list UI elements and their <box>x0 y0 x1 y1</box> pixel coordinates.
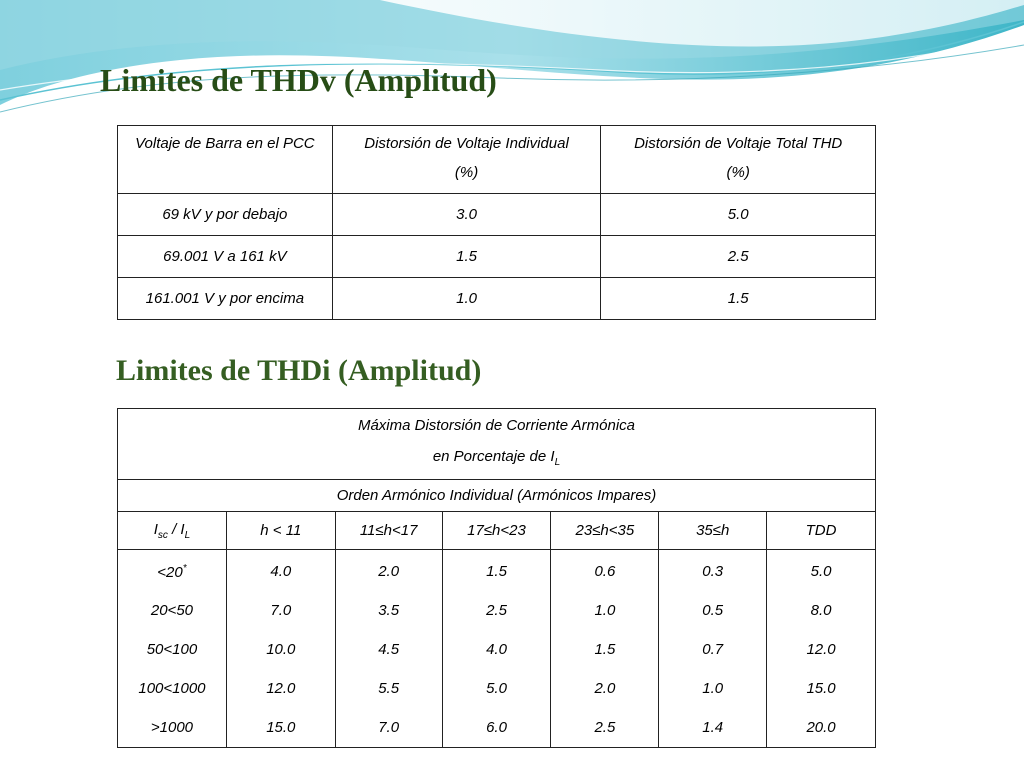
total-cell: 2.5 <box>601 236 876 278</box>
value-cell: 12.0 <box>226 669 335 708</box>
total-cell: 5.0 <box>601 194 876 236</box>
header-individual-unit: (%) <box>454 164 479 181</box>
ratio-sub-sc: sc <box>157 529 168 541</box>
value-cell: 0.3 <box>659 550 767 592</box>
value-cell: 4.0 <box>442 630 551 669</box>
value-cell: 5.0 <box>442 669 551 708</box>
value-cell: 3.5 <box>335 591 442 630</box>
col-header: 35≤h <box>659 512 767 550</box>
total-cell: 1.5 <box>601 278 876 320</box>
header-harmonic-order: Orden Armónico Individual (Armónicos Impares) <box>118 480 876 512</box>
value-cell: 5.0 <box>767 550 876 592</box>
table-row <box>118 630 876 669</box>
thdi-limits-table <box>117 408 876 748</box>
ratio-cell: >1000 <box>118 708 227 748</box>
ratio-mid: / I <box>167 520 185 538</box>
value-cell: 12.0 <box>767 630 876 669</box>
ratio-cell: 100<1000 <box>118 669 227 708</box>
voltage-cell: 69 kV y por debajo <box>118 194 333 236</box>
value-cell: 0.7 <box>659 630 767 669</box>
value-cell: 7.0 <box>335 708 442 748</box>
value-cell: 10.0 <box>226 630 335 669</box>
ratio-footnote: * <box>182 562 187 574</box>
table-row <box>118 591 876 630</box>
individual-cell: 1.5 <box>332 236 601 278</box>
ratio-cell: 50<100 <box>118 630 227 669</box>
value-cell: 4.0 <box>226 550 335 592</box>
value-cell: 6.0 <box>442 708 551 748</box>
table-row <box>118 708 876 748</box>
value-cell: 0.6 <box>551 550 659 592</box>
header-cell <box>118 409 876 480</box>
value-cell: 2.0 <box>551 669 659 708</box>
col-header: h < 11 <box>226 512 335 550</box>
value-cell: 5.5 <box>335 669 442 708</box>
col-header: 11≤h<17 <box>335 512 442 550</box>
value-cell: 15.0 <box>226 708 335 748</box>
header-max-distortion: Máxima Distorsión de Corriente Armónica <box>357 417 636 434</box>
thdv-title: Limites de THDv (Amplitud) <box>100 62 497 98</box>
table-row <box>118 278 876 320</box>
individual-cell: 1.0 <box>332 278 601 320</box>
value-cell: 0.5 <box>659 591 767 630</box>
ratio-sub-l: L <box>184 529 191 541</box>
table-row <box>118 194 876 236</box>
value-cell: 2.0 <box>335 550 442 592</box>
value-cell: 1.0 <box>659 669 767 708</box>
col-header: 23≤h<35 <box>551 512 659 550</box>
value-cell: 1.0 <box>551 591 659 630</box>
header-cell <box>332 126 601 194</box>
table-header-row <box>118 480 876 512</box>
col-header: 17≤h<23 <box>442 512 551 550</box>
ratio-cell: 20<50 <box>118 591 227 630</box>
subscript-l: L <box>554 457 561 468</box>
value-cell: 8.0 <box>767 591 876 630</box>
ratio-value: <20 <box>157 563 183 581</box>
header-cell <box>118 126 333 194</box>
voltage-cell: 69.001 V a 161 kV <box>118 236 333 278</box>
voltage-cell: 161.001 V y por encima <box>118 278 333 320</box>
value-cell: 15.0 <box>767 669 876 708</box>
table-header-row <box>118 126 876 194</box>
table-row <box>118 669 876 708</box>
individual-cell: 3.0 <box>332 194 601 236</box>
value-cell: 20.0 <box>767 708 876 748</box>
header-percentage <box>118 434 875 468</box>
header-individual: Distorsión de Voltaje Individual <box>364 135 569 152</box>
header-voltage: Voltaje de Barra en el PCC <box>135 135 315 152</box>
value-cell: 2.5 <box>442 591 551 630</box>
header-total-unit: (%) <box>726 164 750 181</box>
value-cell: 2.5 <box>551 708 659 748</box>
header-percentage-text: en Porcentaje de I <box>432 448 555 465</box>
column-header-row <box>118 512 876 550</box>
value-cell: 4.5 <box>335 630 442 669</box>
table-row <box>118 236 876 278</box>
value-cell: 1.5 <box>551 630 659 669</box>
thdv-limits-table <box>117 125 876 320</box>
col-header: TDD <box>767 512 876 550</box>
col-header-ratio <box>118 512 227 550</box>
value-cell: 1.4 <box>659 708 767 748</box>
header-total: Distorsión de Voltaje Total THD <box>634 135 843 152</box>
header-cell <box>601 126 876 194</box>
ratio-cell <box>118 550 227 592</box>
table-row <box>118 550 876 592</box>
ratio-i: I <box>153 520 158 538</box>
table-header-row <box>118 409 876 480</box>
value-cell: 1.5 <box>442 550 551 592</box>
value-cell: 7.0 <box>226 591 335 630</box>
thdi-title: Limites de THDi (Amplitud) <box>116 354 482 387</box>
